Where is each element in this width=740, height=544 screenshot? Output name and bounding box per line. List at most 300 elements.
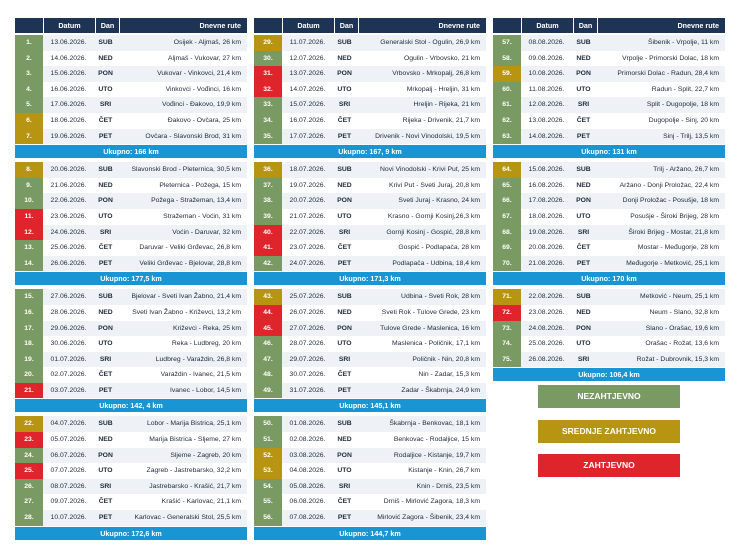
date-cell: 13.08.2026. [528, 116, 565, 124]
day-number: 5. [15, 97, 43, 113]
day-number: 1. [15, 35, 43, 51]
day-number: 37. [254, 178, 282, 194]
day-cell: PET [94, 383, 117, 399]
header-day: Dan [95, 18, 119, 33]
date-cell: 05.08.2026. [282, 479, 333, 495]
table-row [254, 321, 486, 337]
date-cell: 11.08.2026. [528, 85, 565, 93]
day-number: 67. [493, 209, 521, 225]
day-cell: SUB [94, 289, 117, 305]
day-cell: NED [98, 308, 113, 316]
table-row [254, 129, 486, 145]
date-cell: 05.07.2026. [50, 436, 87, 444]
schedule-column-3 [493, 18, 725, 385]
header-number-cell [254, 18, 282, 33]
route-cell: Ovčara - Slavonski Brod, 31 km [117, 129, 247, 145]
day-cell: NED [576, 54, 591, 62]
day-number: 19. [15, 352, 43, 368]
date-cell: 27.07.2026. [282, 321, 333, 337]
day-number: 3. [15, 66, 43, 82]
date-cell: 08.07.2026. [43, 479, 94, 495]
table-row [15, 82, 247, 98]
date-cell: 09.07.2026. [50, 498, 87, 506]
day-cell: SUB [572, 162, 595, 178]
day-cell: PON [333, 448, 356, 464]
day-cell: PON [94, 448, 117, 464]
day-number: 66. [493, 193, 521, 209]
day-number: 72. [493, 305, 521, 321]
date-cell: 21.06.2026. [50, 181, 87, 189]
date-cell: 14.07.2026. [289, 85, 326, 93]
route-cell: Rožat - Dubrovnik, 15,3 km [595, 352, 725, 368]
route-cell: Sinj - Trilj, 13,5 km [595, 129, 725, 145]
day-number: 14. [15, 256, 43, 272]
day-cell: NED [337, 436, 352, 444]
date-cell: 14.06.2026. [50, 54, 87, 62]
date-cell: 30.06.2026. [50, 340, 87, 348]
route-cell: Zadar - Škabrnja, 24,9 km [356, 383, 486, 399]
date-cell: 30.07.2026. [289, 371, 326, 379]
day-number: 52. [254, 448, 282, 464]
table-row [254, 66, 486, 82]
route-cell: Posušje - Široki Brijeg, 28 km [630, 212, 719, 220]
route-cell: Novi Vinodolski - Krivi Put, 25 km [356, 162, 486, 178]
table-row [15, 209, 247, 225]
day-number: 13. [15, 240, 43, 256]
table-row [493, 209, 725, 225]
table-row [254, 448, 486, 464]
route-cell: Ogulin - Vrbovsko, 21 km [403, 54, 480, 62]
day-number: 34. [254, 113, 282, 129]
table-row [493, 321, 725, 337]
day-number: 20. [15, 367, 43, 383]
day-number: 8. [15, 162, 43, 178]
route-cell: Neum - Slano, 32,8 km [649, 308, 719, 316]
date-cell: 17.08.2026. [521, 193, 572, 209]
table-row [15, 367, 247, 383]
day-cell: SRI [94, 479, 117, 495]
week-group [493, 35, 725, 144]
day-cell: PON [333, 193, 356, 209]
table-row [493, 82, 725, 98]
table-row [254, 510, 486, 526]
day-cell: UTO [576, 212, 591, 220]
route-cell: Split - Dugopolje, 18 km [595, 97, 725, 113]
date-cell: 23.06.2026. [50, 212, 87, 220]
date-cell: 16.07.2026. [289, 116, 326, 124]
date-cell: 10.07.2026. [43, 510, 94, 526]
day-cell: PET [333, 510, 356, 526]
table-row [254, 162, 486, 178]
route-cell: Varaždin - Ivanec, 21,5 km [160, 371, 241, 379]
table-row [493, 193, 725, 209]
table-row [254, 463, 486, 479]
table-row [493, 178, 725, 194]
route-cell: Knin - Drniš, 23,5 km [356, 479, 486, 495]
legend-zahtjevno: ZAHTJEVNO [538, 454, 680, 477]
date-cell: 04.07.2026. [43, 416, 94, 432]
table-row [15, 289, 247, 305]
table-row [15, 305, 247, 321]
route-cell: Drivenik - Novi Vinodolski, 19,5 km [356, 129, 486, 145]
day-number: 15. [15, 289, 43, 305]
table-row [15, 448, 247, 464]
day-cell: UTO [337, 212, 352, 220]
route-cell: Voćin - Daruvar, 32 km [117, 225, 247, 241]
table-row [493, 35, 725, 51]
table-header [15, 18, 247, 33]
table-header [254, 18, 486, 33]
day-cell: SUB [94, 416, 117, 432]
route-cell: Orašac - Rožat, 13,6 km [645, 340, 719, 348]
route-cell: Dugopolje - Sinj, 20 km [648, 116, 719, 124]
date-cell: 22.08.2026. [521, 289, 572, 305]
date-cell: 10.08.2026. [521, 66, 572, 82]
day-cell: ČET [337, 371, 352, 379]
day-number: 9. [15, 178, 43, 194]
legend-srednje-zahtjevno: SREDNJE ZAHTJEVNO [538, 420, 680, 443]
day-cell: PET [572, 129, 595, 145]
day-number: 7. [15, 129, 43, 145]
date-cell: 21.08.2026. [521, 256, 572, 272]
date-cell: 28.07.2026. [289, 340, 326, 348]
date-cell: 15.06.2026. [43, 66, 94, 82]
day-number: 41. [254, 240, 282, 256]
table-row [15, 35, 247, 51]
route-cell: Stražeman - Voćin, 31 km [163, 212, 241, 220]
route-cell: Vođinci - Đakovo, 19,9 km [117, 97, 247, 113]
day-cell: NED [98, 54, 113, 62]
day-number: 29. [254, 35, 282, 51]
day-number: 43. [254, 289, 282, 305]
week-group [15, 289, 247, 398]
route-cell: Mostar - Međugorje, 28 km [637, 244, 719, 252]
week-group [254, 416, 486, 525]
day-cell: ČET [98, 116, 113, 124]
week-group [254, 289, 486, 398]
date-cell: 22.06.2026. [43, 193, 94, 209]
route-cell: Tulove Grede - Maslenica, 16 km [356, 321, 486, 337]
day-cell: NED [98, 436, 113, 444]
week-total: Ukupno: 131 km [493, 145, 725, 158]
day-cell: UTO [98, 467, 113, 475]
date-cell: 18.08.2026. [528, 212, 565, 220]
day-cell: PET [94, 510, 117, 526]
route-cell: Sveti Rok - Tulove Grede, 23 km [381, 308, 480, 316]
day-number: 21. [15, 383, 43, 399]
header-date: Datum [521, 18, 573, 33]
day-number: 23. [15, 432, 43, 448]
date-cell: 01.08.2026. [282, 416, 333, 432]
header-date: Datum [43, 18, 95, 33]
table-row [493, 113, 725, 129]
date-cell: 21.07.2026. [289, 212, 326, 220]
day-cell: PET [94, 129, 117, 145]
day-number: 28. [15, 510, 43, 526]
day-number: 46. [254, 336, 282, 352]
day-cell: UTO [576, 340, 591, 348]
date-cell: 13.06.2026. [43, 35, 94, 51]
route-cell: Metković - Neum, 25,1 km [595, 289, 725, 305]
day-number: 57. [493, 35, 521, 51]
route-cell: Osijek - Aljmaš, 26 km [117, 35, 247, 51]
day-cell: PON [572, 321, 595, 337]
date-cell: 19.08.2026. [521, 225, 572, 241]
route-cell: Lobor - Marija Bistrica, 25,1 km [117, 416, 247, 432]
day-number: 70. [493, 256, 521, 272]
day-number: 51. [254, 432, 282, 448]
day-cell: UTO [337, 85, 352, 93]
route-cell: Gornji Kosinj - Gospić, 28,8 km [356, 225, 486, 241]
day-cell: SRI [333, 352, 356, 368]
table-row [493, 225, 725, 241]
date-cell: 04.08.2026. [289, 467, 326, 475]
week-group [254, 162, 486, 271]
table-row [254, 225, 486, 241]
route-cell: Benkovac - Rodaljice, 15 km [393, 436, 480, 444]
header-route: Dnevne rute [358, 18, 486, 33]
table-row [493, 129, 725, 145]
date-cell: 14.08.2026. [521, 129, 572, 145]
route-cell: Podlapača - Udbina, 18,4 km [356, 256, 486, 272]
day-number: 75. [493, 352, 521, 368]
day-number: 4. [15, 82, 43, 98]
day-number: 74. [493, 336, 521, 352]
table-row [254, 82, 486, 98]
table-row [15, 432, 247, 448]
date-cell: 01.07.2026. [43, 352, 94, 368]
day-cell: SUB [572, 289, 595, 305]
day-number: 42. [254, 256, 282, 272]
day-cell: PET [94, 256, 117, 272]
route-cell: Hreljin - Rijeka, 21 km [356, 97, 486, 113]
date-cell: 07.08.2026. [282, 510, 333, 526]
date-cell: 28.06.2026. [50, 308, 87, 316]
table-row [493, 97, 725, 113]
route-cell: Karlovac - Generalski Stol, 25,5 km [117, 510, 247, 526]
table-row [15, 352, 247, 368]
table-row [15, 240, 247, 256]
date-cell: 19.06.2026. [43, 129, 94, 145]
route-cell: Zagreb - Jastrebarsko, 32,2 km [146, 467, 241, 475]
day-cell: NED [576, 308, 591, 316]
route-cell: Maslenica - Poličnik, 17,1 km [391, 340, 480, 348]
day-number: 48. [254, 367, 282, 383]
day-cell: SUB [94, 162, 117, 178]
day-number: 45. [254, 321, 282, 337]
day-cell: PET [333, 383, 356, 399]
date-cell: 25.06.2026. [50, 244, 87, 252]
date-cell: 17.06.2026. [43, 97, 94, 113]
route-cell: Krašić - Karlovac, 21,1 km [161, 498, 241, 506]
table-row [15, 479, 247, 495]
week-total: Ukupno: 166 km [15, 145, 247, 158]
route-cell: Vukovar - Vinkovci, 21,4 km [117, 66, 247, 82]
date-cell: 02.07.2026. [50, 371, 87, 379]
table-row [15, 321, 247, 337]
date-cell: 12.08.2026. [521, 97, 572, 113]
route-cell: Međugorje - Metković, 25,1 km [595, 256, 725, 272]
day-number: 56. [254, 510, 282, 526]
day-number: 71. [493, 289, 521, 305]
table-row [15, 178, 247, 194]
date-cell: 24.06.2026. [43, 225, 94, 241]
table-row [15, 256, 247, 272]
route-cell: Mrkopalj - Hreljin, 31 km [406, 85, 480, 93]
route-cell: Požega - Stražeman, 13,4 km [117, 193, 247, 209]
day-number: 25. [15, 463, 43, 479]
route-cell: Trilj - Aržano, 26,7 km [595, 162, 725, 178]
week-total: Ukupno: 172,6 km [15, 527, 247, 540]
week-group [15, 162, 247, 271]
week-group [493, 162, 725, 271]
table-row [254, 97, 486, 113]
day-cell: NED [98, 181, 113, 189]
header-date: Datum [282, 18, 334, 33]
day-cell: SUB [572, 35, 595, 51]
table-row [15, 113, 247, 129]
day-cell: NED [576, 181, 591, 189]
header-number-cell [15, 18, 43, 33]
route-cell: Slavonski Brod - Pleternica, 30,5 km [117, 162, 247, 178]
day-cell: SRI [333, 97, 356, 113]
day-cell: UTO [98, 340, 113, 348]
table-row [15, 51, 247, 67]
route-cell: Udbina - Sveti Rok, 28 km [356, 289, 486, 305]
route-cell: Ludbreg - Varaždin, 26,8 km [117, 352, 247, 368]
route-cell: Bjelovar - Sveti Ivan Žabno, 21,4 km [117, 289, 247, 305]
table-row [15, 383, 247, 399]
date-cell: 16.08.2026. [528, 181, 565, 189]
day-cell: ČET [337, 116, 352, 124]
date-cell: 02.08.2026. [289, 436, 326, 444]
date-cell: 06.08.2026. [289, 498, 326, 506]
day-number: 60. [493, 82, 521, 98]
date-cell: 06.07.2026. [43, 448, 94, 464]
route-cell: Rijeka - Drivenik, 21,7 km [402, 116, 480, 124]
day-cell: UTO [98, 85, 113, 93]
table-row [254, 305, 486, 321]
day-cell: PON [333, 321, 356, 337]
day-cell: PON [572, 193, 595, 209]
date-cell: 22.07.2026. [282, 225, 333, 241]
date-cell: 26.08.2026. [521, 352, 572, 368]
day-number: 59. [493, 66, 521, 82]
route-cell: Škabrnja - Benkovac, 18,1 km [356, 416, 486, 432]
header-route: Dnevne rute [119, 18, 247, 33]
date-cell: 23.08.2026. [528, 308, 565, 316]
week-total: Ukupno: 167, 9 km [254, 145, 486, 158]
table-row [15, 162, 247, 178]
table-row [254, 352, 486, 368]
table-row [493, 352, 725, 368]
header-route: Dnevne rute [597, 18, 725, 33]
table-row [493, 305, 725, 321]
route-cell: Široki Brijeg - Mostar, 21,8 km [595, 225, 725, 241]
day-cell: PON [572, 66, 595, 82]
date-cell: 24.07.2026. [282, 256, 333, 272]
day-cell: ČET [337, 498, 352, 506]
table-row [15, 129, 247, 145]
date-cell: 27.06.2026. [43, 289, 94, 305]
day-number: 33. [254, 97, 282, 113]
day-number: 30. [254, 51, 282, 67]
day-number: 64. [493, 162, 521, 178]
table-row [15, 97, 247, 113]
day-number: 35. [254, 129, 282, 145]
route-cell: Sveti Juraj - Krasno, 24 km [356, 193, 486, 209]
route-cell: Šibenik - Vrpolje, 11 km [595, 35, 725, 51]
day-number: 39. [254, 209, 282, 225]
day-cell: SRI [333, 479, 356, 495]
week-group [15, 416, 247, 525]
week-total: Ukupno: 170 km [493, 272, 725, 285]
route-cell: Marija Bistrica - Sljeme, 27 km [149, 436, 241, 444]
table-row [254, 479, 486, 495]
table-row [254, 289, 486, 305]
date-cell: 29.06.2026. [43, 321, 94, 337]
week-total: Ukupno: 177,5 km [15, 272, 247, 285]
day-cell: SRI [94, 225, 117, 241]
date-cell: 25.07.2026. [282, 289, 333, 305]
route-cell: Slano - Orašac, 19,6 km [595, 321, 725, 337]
day-cell: UTO [337, 467, 352, 475]
table-header [493, 18, 725, 33]
route-cell: Generalski Stol - Ogulin, 26,9 km [356, 35, 486, 51]
day-cell: SRI [572, 352, 595, 368]
day-cell: ČET [98, 371, 113, 379]
day-number: 73. [493, 321, 521, 337]
route-cell: Krivi Put - Sveti Juraj, 20,8 km [388, 181, 480, 189]
route-cell: Mirlović Zagora - Šibenik, 23,4 km [356, 510, 486, 526]
day-number: 53. [254, 463, 282, 479]
date-cell: 11.07.2026. [282, 35, 333, 51]
route-cell: Veliki Grđevac - Bjelovar, 28,8 km [117, 256, 247, 272]
table-row [254, 51, 486, 67]
date-cell: 09.08.2026. [528, 54, 565, 62]
table-row [254, 178, 486, 194]
day-number: 69. [493, 240, 521, 256]
route-cell: Nin - Zadar, 15,3 km [418, 371, 480, 379]
table-row [254, 336, 486, 352]
route-cell: Drniš - Mirlović Zagora, 18,3 km [383, 498, 480, 506]
day-cell: PON [333, 66, 356, 82]
day-number: 24. [15, 448, 43, 464]
date-cell: 29.07.2026. [282, 352, 333, 368]
day-cell: NED [337, 54, 352, 62]
day-cell: SUB [333, 35, 356, 51]
table-row [254, 494, 486, 510]
date-cell: 13.07.2026. [282, 66, 333, 82]
day-cell: ČET [576, 116, 591, 124]
day-number: 44. [254, 305, 282, 321]
day-number: 6. [15, 113, 43, 129]
day-cell: PET [333, 129, 356, 145]
date-cell: 12.07.2026. [289, 54, 326, 62]
date-cell: 20.06.2026. [43, 162, 94, 178]
day-number: 16. [15, 305, 43, 321]
table-row [493, 162, 725, 178]
day-number: 12. [15, 225, 43, 241]
route-cell: Primorski Dolac - Radun, 28,4 km [595, 66, 725, 82]
schedule-column-1 [15, 18, 247, 544]
route-cell: Vrbovsko - Mrkopalj, 26,8 km [356, 66, 486, 82]
day-number: 31. [254, 66, 282, 82]
table-row [254, 113, 486, 129]
day-cell: SRI [94, 97, 117, 113]
date-cell: 17.07.2026. [282, 129, 333, 145]
week-total: Ukupno: 145,1 km [254, 399, 486, 412]
